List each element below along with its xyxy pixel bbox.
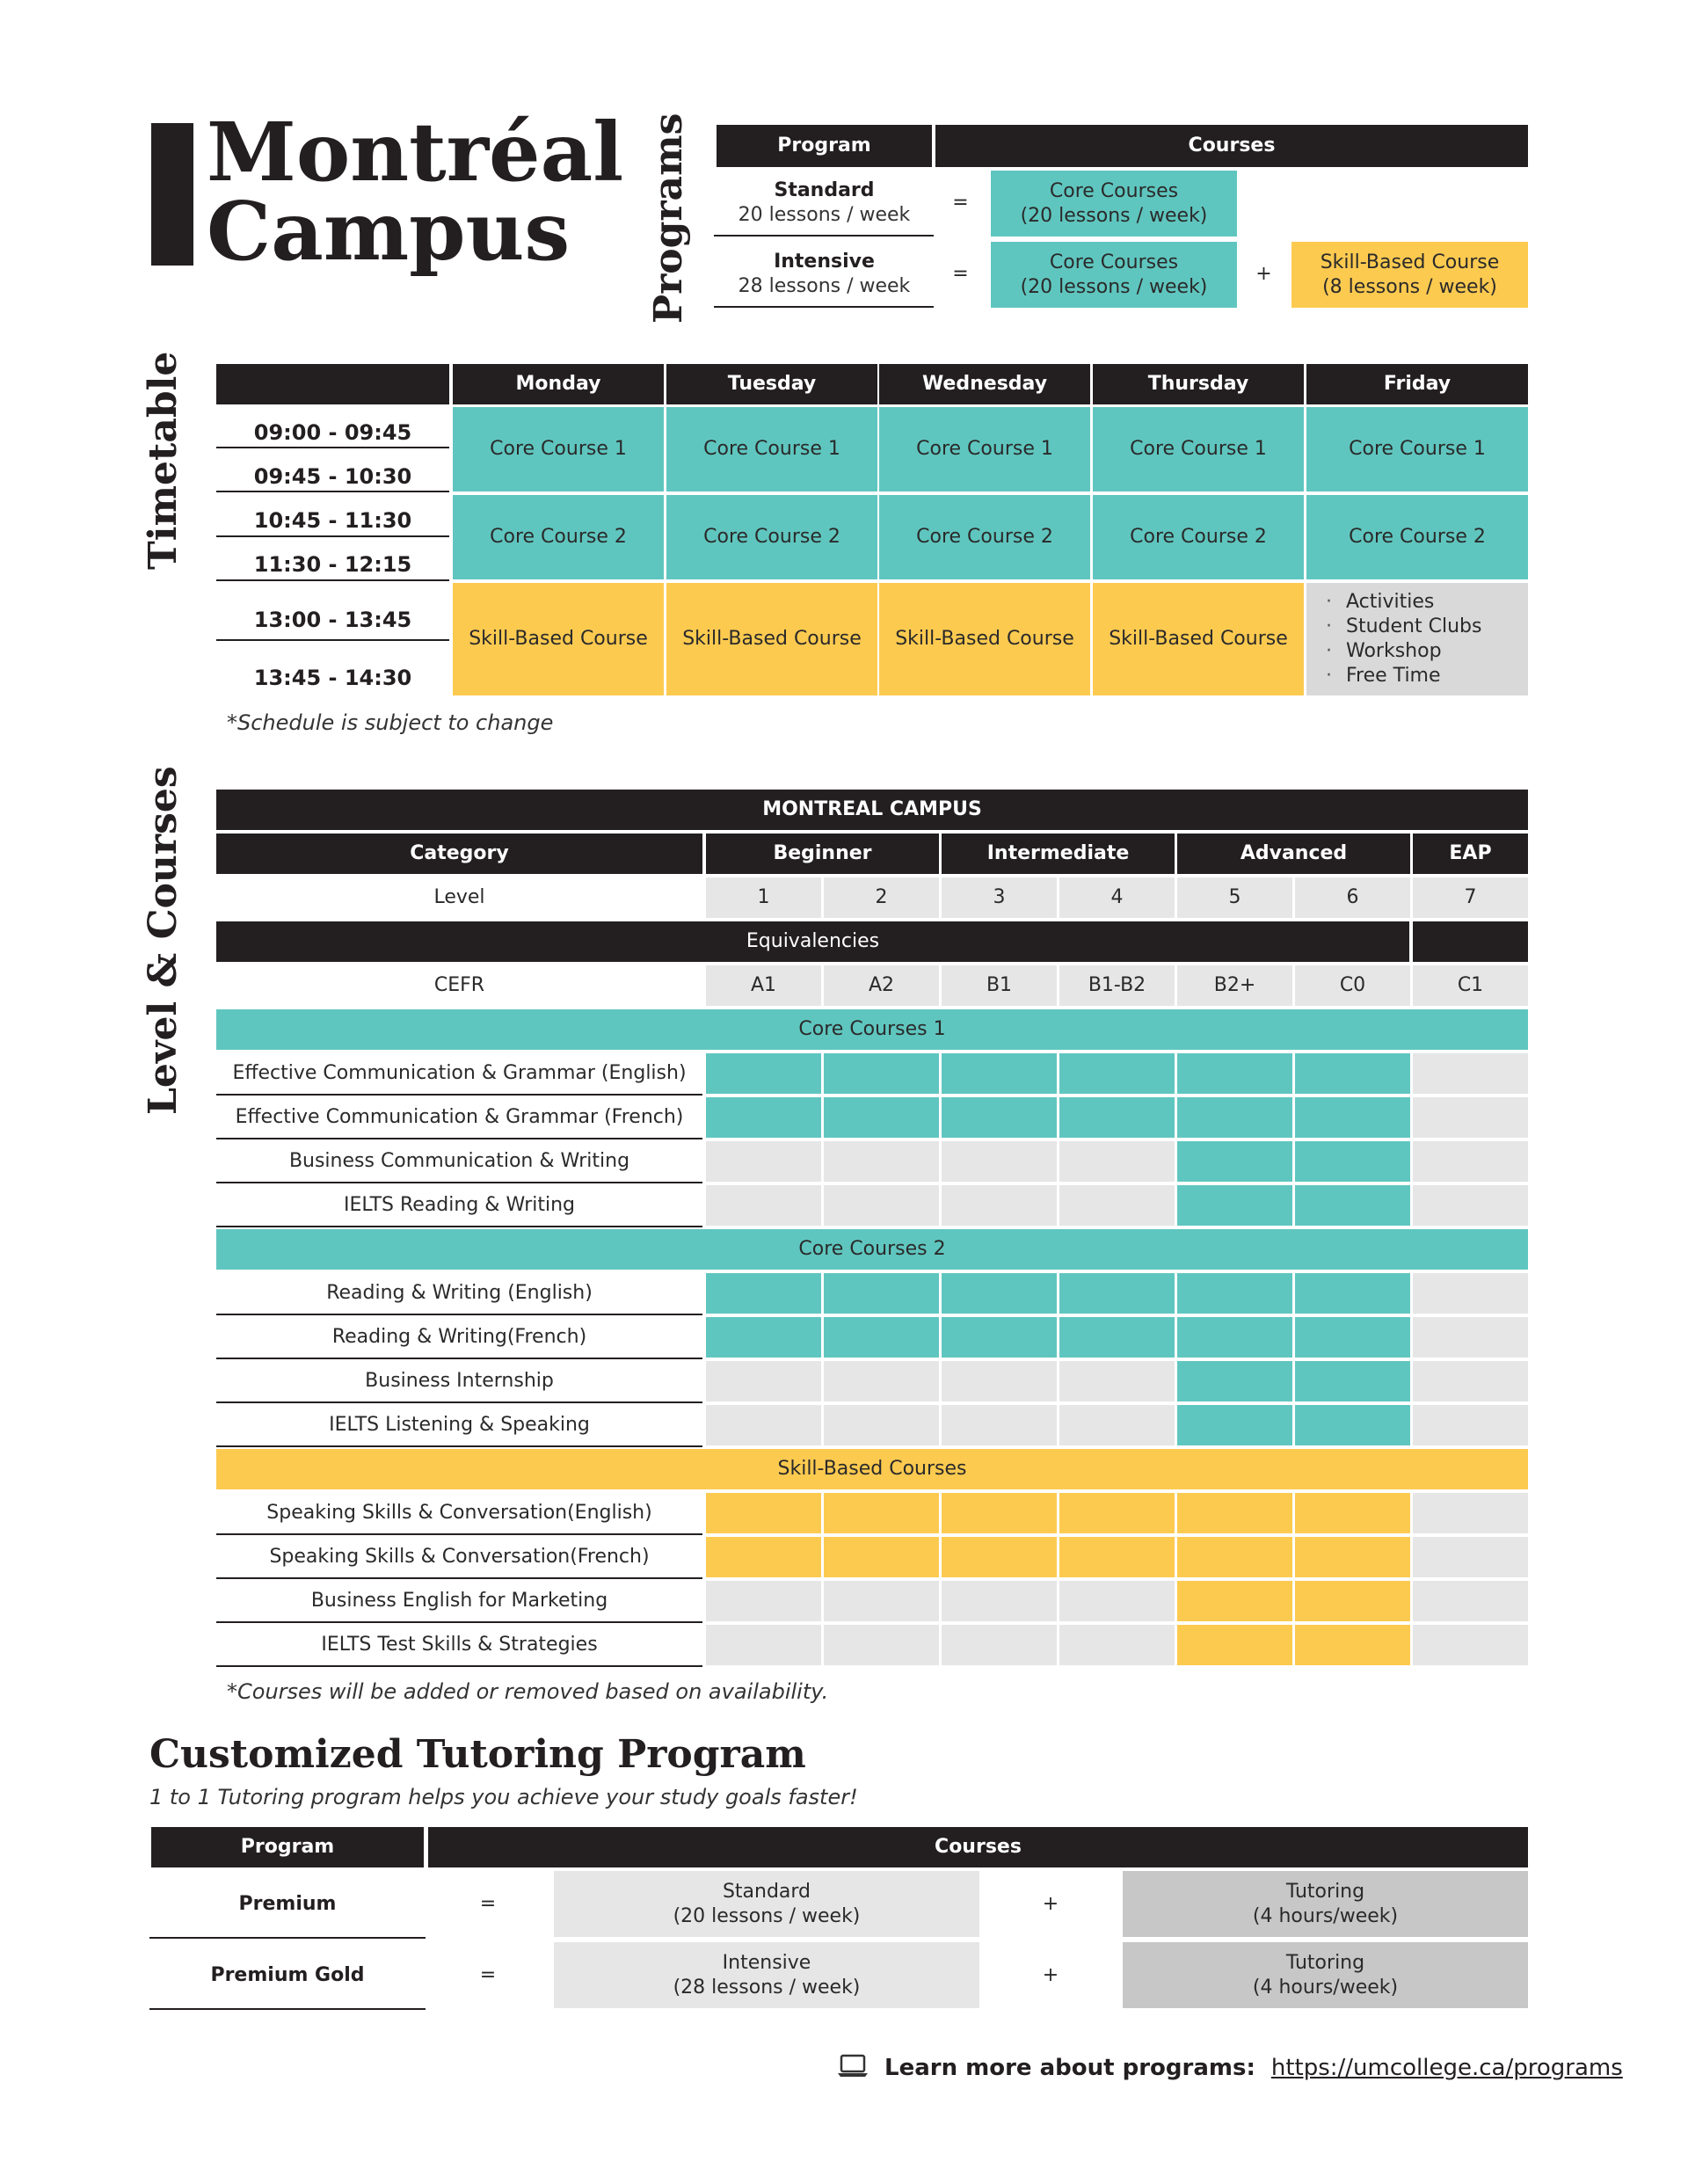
tutoring-hours-cell: Tutoring (4 hours/week) bbox=[1123, 1942, 1528, 2008]
course-level-cell bbox=[1295, 1317, 1410, 1358]
course-level-cell bbox=[1059, 1581, 1175, 1621]
course-level-cell bbox=[1177, 1053, 1292, 1094]
course-level-cell bbox=[942, 1185, 1057, 1226]
schedule-note: *Schedule is subject to change bbox=[227, 710, 554, 735]
course-level-cell bbox=[824, 1141, 939, 1182]
course-level-cell bbox=[1413, 1185, 1528, 1226]
level-number: 1 bbox=[706, 877, 821, 918]
level-group-beginner: Beginner bbox=[706, 834, 939, 874]
equals-sign: = bbox=[952, 191, 969, 214]
cefr-level: A2 bbox=[824, 965, 939, 1006]
course-row-divider bbox=[216, 1533, 702, 1535]
course-name: IELTS Reading & Writing bbox=[343, 1194, 576, 1217]
course-level-cell bbox=[1059, 1097, 1175, 1138]
course-level-cell bbox=[1177, 1273, 1292, 1314]
activity-item bbox=[1326, 590, 1528, 615]
course-level-cell bbox=[1059, 1493, 1175, 1533]
courses-note: *Courses will be added or removed based on availability. bbox=[227, 1679, 829, 1704]
core-course-1-cell: Core Course 1 bbox=[453, 407, 664, 491]
bullet-icon: · bbox=[1326, 591, 1332, 613]
course-row-divider bbox=[216, 1314, 702, 1315]
course-level-cell bbox=[824, 1405, 939, 1445]
cefr-level: C1 bbox=[1413, 965, 1528, 1006]
course-row-divider bbox=[216, 1138, 702, 1139]
skill-course-cell: Skill-Based Course bbox=[1093, 583, 1304, 695]
time-row-divider bbox=[216, 491, 449, 492]
course-level-cell bbox=[942, 1317, 1057, 1358]
course-level-cell bbox=[706, 1141, 821, 1182]
course-level-cell bbox=[1413, 1053, 1528, 1094]
program-row-divider bbox=[714, 306, 934, 308]
course-level-cell bbox=[1059, 1361, 1175, 1401]
course-level-cell bbox=[1413, 1581, 1528, 1621]
course-level-cell bbox=[942, 1053, 1057, 1094]
course-level-cell bbox=[706, 1185, 821, 1226]
course-level-cell bbox=[1295, 1053, 1410, 1094]
course-level-cell bbox=[706, 1273, 821, 1314]
level-label: Level bbox=[433, 886, 485, 909]
program-row-divider bbox=[714, 235, 934, 237]
time-row-divider bbox=[216, 447, 449, 448]
course-name: Effective Communication & Grammar (French) bbox=[235, 1106, 684, 1129]
course-level-cell bbox=[824, 1273, 939, 1314]
time-slot: 11:30 - 12:15 bbox=[253, 552, 412, 577]
plus-sign: + bbox=[1042, 1892, 1059, 1915]
course-level-cell bbox=[824, 1185, 939, 1226]
program-detail: 20 lessons / week bbox=[738, 203, 911, 226]
course-level-cell bbox=[1177, 1537, 1292, 1577]
program-name-cell bbox=[717, 242, 932, 306]
course-level-cell bbox=[942, 1625, 1057, 1665]
programs-header-program: Program bbox=[717, 125, 932, 167]
course-level-cell bbox=[1059, 1625, 1175, 1665]
level-group-eap: EAP bbox=[1413, 834, 1528, 874]
time-slot: 09:45 - 10:30 bbox=[253, 464, 412, 489]
course-level-cell bbox=[706, 1097, 821, 1138]
course-level-cell bbox=[1059, 1141, 1175, 1182]
course-level-cell bbox=[1413, 1537, 1528, 1577]
course-level-cell bbox=[1295, 1273, 1410, 1314]
core-courses-cell: Core Courses (20 lessons / week) bbox=[991, 171, 1237, 237]
skill-course-cell: Skill-Based Course bbox=[666, 583, 877, 695]
campus-title-line1: Montréal bbox=[207, 105, 624, 200]
time-slot: 10:45 - 11:30 bbox=[253, 508, 412, 533]
equals-sign: = bbox=[952, 262, 969, 285]
course-level-cell bbox=[1177, 1493, 1292, 1533]
equivalencies-header: Equivalencies bbox=[216, 921, 1409, 962]
course-level-cell bbox=[1177, 1405, 1292, 1445]
course-level-cell bbox=[1177, 1317, 1292, 1358]
course-level-cell bbox=[1295, 1625, 1410, 1665]
course-level-cell bbox=[706, 1317, 821, 1358]
course-level-cell bbox=[1295, 1493, 1410, 1533]
bullet-icon: · bbox=[1326, 615, 1332, 637]
activity-label: Student Clubs bbox=[1346, 615, 1482, 637]
course-level-cell bbox=[1059, 1405, 1175, 1445]
campus-title-line2: Campus bbox=[207, 184, 571, 279]
time-row-divider bbox=[216, 639, 449, 641]
course-level-cell bbox=[824, 1053, 939, 1094]
course-name: Business English for Marketing bbox=[310, 1590, 608, 1613]
tutoring-title: Customized Tutoring Program bbox=[149, 1732, 806, 1777]
core-course-1-cell: Core Course 1 bbox=[1306, 407, 1528, 491]
timetable-day-thursday: Thursday bbox=[1093, 364, 1304, 404]
course-level-cell bbox=[942, 1581, 1057, 1621]
level-number: 5 bbox=[1177, 877, 1292, 918]
activity-item bbox=[1326, 639, 1528, 664]
equivalencies-header-eap bbox=[1413, 921, 1528, 962]
course-level-cell bbox=[706, 1625, 821, 1665]
core-courses-cell: Core Courses (20 lessons / week) bbox=[991, 242, 1237, 308]
course-level-cell bbox=[1295, 1097, 1410, 1138]
programs-section-label: Programs bbox=[646, 113, 691, 324]
tutoring-program-name: Premium bbox=[238, 1892, 337, 1915]
campus-title bbox=[207, 105, 624, 279]
timetable-day-wednesday: Wednesday bbox=[879, 364, 1090, 404]
section-header-1: Core Courses 1 bbox=[216, 1009, 1528, 1050]
course-level-cell bbox=[942, 1537, 1057, 1577]
course-level-cell bbox=[1295, 1141, 1410, 1182]
core-course-2-cell: Core Course 2 bbox=[666, 495, 877, 579]
course-name: Reading & Writing(French) bbox=[331, 1326, 587, 1349]
course-name: Business Internship bbox=[365, 1370, 554, 1393]
footer-lead: Learn more about programs: bbox=[884, 2055, 1255, 2081]
equals-sign: = bbox=[479, 1892, 497, 1915]
course-level-cell bbox=[1059, 1537, 1175, 1577]
program-detail: 28 lessons / week bbox=[738, 274, 911, 297]
tutoring-hours-cell: Tutoring (4 hours/week) bbox=[1123, 1871, 1528, 1937]
cefr-level: A1 bbox=[706, 965, 821, 1006]
activity-item bbox=[1326, 615, 1528, 639]
plus-sign: + bbox=[1042, 1963, 1059, 1986]
course-name: Speaking Skills & Conversation(English) bbox=[266, 1502, 652, 1525]
category-header: Category bbox=[216, 834, 702, 874]
course-row-divider bbox=[216, 1577, 702, 1579]
course-level-cell bbox=[706, 1581, 821, 1621]
time-slot: 13:45 - 14:30 bbox=[253, 666, 412, 690]
laptop-icon bbox=[837, 2054, 869, 2082]
course-level-cell bbox=[1413, 1493, 1528, 1533]
course-level-cell bbox=[1059, 1185, 1175, 1226]
course-level-cell bbox=[1295, 1537, 1410, 1577]
course-level-cell bbox=[1413, 1141, 1528, 1182]
course-level-cell bbox=[1295, 1581, 1410, 1621]
activity-item bbox=[1326, 664, 1528, 688]
course-level-cell bbox=[1177, 1185, 1292, 1226]
title-bar bbox=[151, 123, 193, 266]
course-row-divider bbox=[216, 1665, 702, 1667]
course-level-cell bbox=[1059, 1273, 1175, 1314]
course-level-cell bbox=[824, 1361, 939, 1401]
activity-label: Activities bbox=[1346, 591, 1435, 613]
core-course-2-cell: Core Course 2 bbox=[1093, 495, 1304, 579]
timetable-section-label: Timetable bbox=[141, 351, 186, 570]
bullet-icon: · bbox=[1326, 640, 1332, 662]
course-level-cell bbox=[1177, 1361, 1292, 1401]
course-level-cell bbox=[706, 1053, 821, 1094]
program-name: Intensive bbox=[774, 251, 875, 273]
course-level-cell bbox=[942, 1273, 1057, 1314]
course-level-cell bbox=[1295, 1405, 1410, 1445]
time-row-divider bbox=[216, 535, 449, 537]
course-level-cell bbox=[706, 1361, 821, 1401]
tutoring-header-courses: Courses bbox=[428, 1827, 1528, 1867]
core-course-2-cell: Core Course 2 bbox=[879, 495, 1090, 579]
timetable-header-blank bbox=[216, 364, 449, 404]
course-row-divider bbox=[216, 1226, 702, 1227]
level-number: 2 bbox=[824, 877, 939, 918]
level-group-advanced: Advanced bbox=[1177, 834, 1410, 874]
course-level-cell bbox=[1177, 1141, 1292, 1182]
course-level-cell bbox=[1413, 1625, 1528, 1665]
course-level-cell bbox=[942, 1361, 1057, 1401]
base-program-cell: Standard (20 lessons / week) bbox=[554, 1871, 979, 1937]
course-level-cell bbox=[942, 1493, 1057, 1533]
skill-course-cell: Skill-Based Course (8 lessons / week) bbox=[1291, 242, 1528, 308]
tutoring-row-divider bbox=[149, 1937, 426, 1939]
timetable-day-friday: Friday bbox=[1306, 364, 1528, 404]
course-level-cell bbox=[1177, 1581, 1292, 1621]
course-name: IELTS Listening & Speaking bbox=[329, 1414, 590, 1437]
course-row-divider bbox=[216, 1094, 702, 1096]
equals-sign: = bbox=[479, 1963, 497, 1986]
cefr-label: CEFR bbox=[433, 974, 485, 997]
program-name-cell bbox=[717, 171, 932, 235]
activity-label: Workshop bbox=[1346, 640, 1442, 662]
course-level-cell bbox=[1413, 1097, 1528, 1138]
section-header-3: Skill-Based Courses bbox=[216, 1449, 1528, 1489]
level-number: 7 bbox=[1413, 877, 1528, 918]
cefr-level: B2+ bbox=[1177, 965, 1292, 1006]
tutoring-row-divider bbox=[149, 2008, 426, 2010]
course-level-cell bbox=[1295, 1185, 1410, 1226]
course-level-cell bbox=[1177, 1097, 1292, 1138]
core-course-1-cell: Core Course 1 bbox=[666, 407, 877, 491]
time-row-divider bbox=[216, 579, 449, 581]
tutoring-program-name: Premium Gold bbox=[210, 1963, 365, 1986]
course-name: Reading & Writing (English) bbox=[326, 1282, 593, 1305]
programs-header-courses: Courses bbox=[935, 125, 1528, 167]
base-program-cell: Intensive (28 lessons / week) bbox=[554, 1942, 979, 2008]
course-row-divider bbox=[216, 1401, 702, 1403]
time-slot: 13:00 - 13:45 bbox=[253, 608, 412, 632]
tutoring-header-program: Program bbox=[151, 1827, 424, 1867]
section-header-2: Core Courses 2 bbox=[216, 1229, 1528, 1270]
time-slot: 09:00 - 09:45 bbox=[253, 420, 412, 445]
core-course-2-cell: Core Course 2 bbox=[453, 495, 664, 579]
course-level-cell bbox=[1177, 1625, 1292, 1665]
skill-course-cell: Skill-Based Course bbox=[879, 583, 1090, 695]
course-name: Speaking Skills & Conversation(French) bbox=[269, 1546, 650, 1569]
course-level-cell bbox=[706, 1405, 821, 1445]
activity-label: Free Time bbox=[1346, 665, 1441, 687]
course-level-cell bbox=[824, 1493, 939, 1533]
plus-sign: + bbox=[1255, 262, 1272, 285]
campus-header: MONTREAL CAMPUS bbox=[216, 790, 1528, 830]
course-level-cell bbox=[942, 1405, 1057, 1445]
course-level-cell bbox=[942, 1097, 1057, 1138]
bullet-icon: · bbox=[1326, 665, 1332, 687]
footer bbox=[837, 2050, 1623, 2086]
course-level-cell bbox=[824, 1625, 939, 1665]
course-level-cell bbox=[824, 1317, 939, 1358]
level-number: 4 bbox=[1059, 877, 1175, 918]
core-course-1-cell: Core Course 1 bbox=[1093, 407, 1304, 491]
program-name: Standard bbox=[774, 179, 875, 201]
level-number: 3 bbox=[942, 877, 1057, 918]
course-level-cell bbox=[1413, 1317, 1528, 1358]
course-level-cell bbox=[1059, 1317, 1175, 1358]
course-level-cell bbox=[824, 1097, 939, 1138]
friday-activities-cell bbox=[1306, 583, 1528, 695]
timetable-day-monday: Monday bbox=[453, 364, 664, 404]
course-level-cell bbox=[1413, 1361, 1528, 1401]
course-row-divider bbox=[216, 1621, 702, 1623]
course-level-cell bbox=[1413, 1273, 1528, 1314]
cefr-level: B1 bbox=[942, 965, 1057, 1006]
course-level-cell bbox=[824, 1537, 939, 1577]
course-level-cell bbox=[706, 1493, 821, 1533]
course-level-cell bbox=[1059, 1053, 1175, 1094]
core-course-2-cell: Core Course 2 bbox=[1306, 495, 1528, 579]
cefr-level: C0 bbox=[1295, 965, 1410, 1006]
course-name: IELTS Test Skills & Strategies bbox=[321, 1634, 598, 1656]
course-level-cell bbox=[942, 1141, 1057, 1182]
timetable-day-tuesday: Tuesday bbox=[666, 364, 877, 404]
course-level-cell bbox=[706, 1537, 821, 1577]
tutoring-subtitle: 1 to 1 Tutoring program helps you achieve your study goals faster! bbox=[149, 1785, 858, 1809]
core-course-1-cell: Core Course 1 bbox=[879, 407, 1090, 491]
course-row-divider bbox=[216, 1182, 702, 1183]
footer-link[interactable]: https://umcollege.ca/programs bbox=[1270, 2055, 1623, 2081]
level-group-intermediate: Intermediate bbox=[942, 834, 1175, 874]
cefr-level: B1-B2 bbox=[1059, 965, 1175, 1006]
level-courses-section-label: Level & Courses bbox=[141, 766, 186, 1115]
course-level-cell bbox=[1295, 1361, 1410, 1401]
course-row-divider bbox=[216, 1358, 702, 1359]
course-name: Effective Communication & Grammar (English) bbox=[232, 1062, 687, 1085]
course-level-cell bbox=[824, 1581, 939, 1621]
level-number: 6 bbox=[1295, 877, 1410, 918]
course-name: Business Communication & Writing bbox=[288, 1150, 630, 1173]
course-level-cell bbox=[1413, 1405, 1528, 1445]
skill-course-cell: Skill-Based Course bbox=[453, 583, 664, 695]
course-row-divider bbox=[216, 1445, 702, 1447]
